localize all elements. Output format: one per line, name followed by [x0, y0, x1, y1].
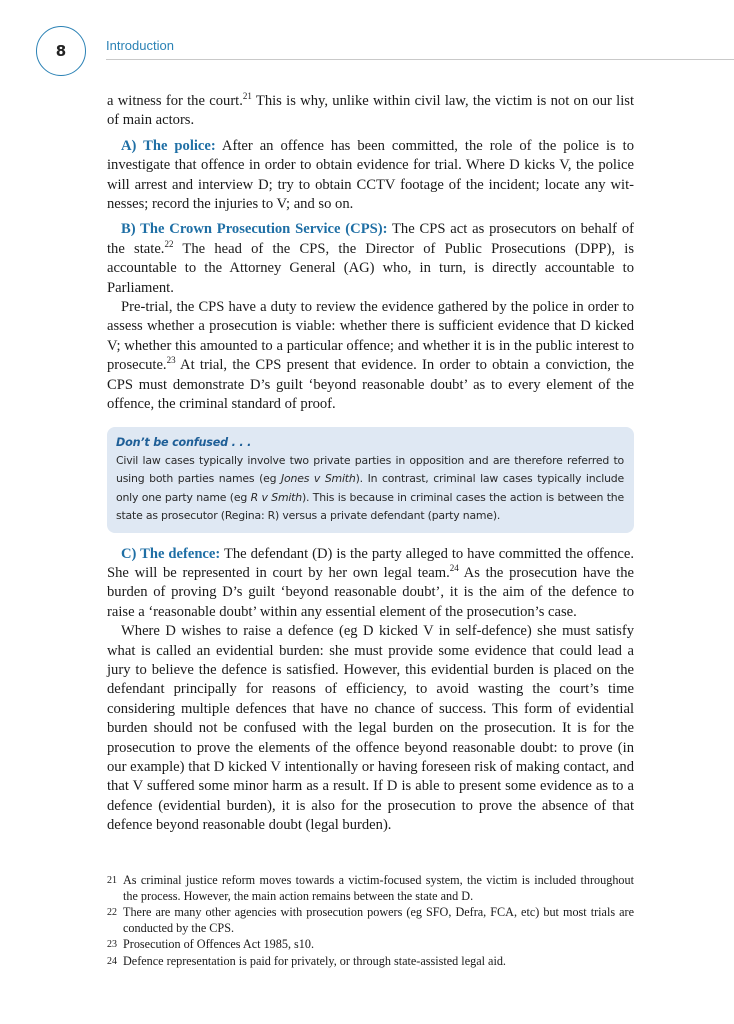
heading-cps: B) The Crown Prosecution Service (CPS):: [121, 221, 388, 238]
paragraph-cps: B) The Crown Prosecution Service (CPS): The CPS act as prosecutors on behalf of the state.$^{22}$ The head of the CPS, the Director of Public Prosecutions (DPP), is accountable to the Attorney General (AG) who, in turn, is directly accountable to Parliament.: [107, 221, 635, 296]
footnote-ref-23[interactable]: 23: [166, 355, 176, 366]
paragraph-evidential-burden: Where D wishes to raise a defence (eg D kicked V in self-defence) she must satisfy what is called an evidential burden: she must provide some evidence that could lead a jury to believe the defence is satisfied. However, this evidential burden is placed on the defendant principally for reasons of efficiency, to avoid wasting the court’s time considering multiple defences that have no chance of success. This form of evidential burden should not be confused with the legal burden on the prosecution. It is for the prosecution to prove the elements of the offence beyond reasonable doubt: to prove (in our example) that D kicked V intentionally or having foreseen risk of making contact, and that V suffered some minor harm as a result. If D is able to present some evidence as to a defence (evidential burden), it is also for the prosecution to prove the absence of that defence beyond reasonable doubt (legal burden).: [107, 623, 634, 834]
heading-defence: C) The defence:: [121, 545, 221, 562]
footnote-number: 24: [107, 955, 117, 967]
case-name: Jones v Smith: [281, 472, 356, 486]
footnotes: [107, 873, 634, 970]
footnote-text: Defence representation is paid for privately, or through state-assisted legal aid.: [123, 953, 506, 968]
callout-title: Don’t be confused . . .: [116, 435, 252, 449]
footnote-ref-21[interactable]: 21: [242, 91, 252, 102]
footnote-24: [107, 954, 634, 970]
section-title: Introduction: [106, 38, 174, 53]
footnote-number: 23: [107, 939, 117, 950]
footnote-text: Prosecution of Offences Act 1985, s10.: [123, 937, 315, 951]
footnote-22: [107, 905, 634, 936]
page-header: [0, 0, 734, 80]
case-name: R v Smith: [250, 490, 302, 504]
header-divider: [106, 59, 734, 60]
page-number: 8: [36, 26, 86, 76]
main-text: [107, 92, 634, 836]
footnote-ref-24[interactable]: 24: [449, 563, 459, 574]
footnote-number: 22: [107, 907, 117, 918]
paragraph-1: a witness for the court.$^{21}$ This is why, unlike within civil law, the victim is not on our list of main actors.: [107, 91, 635, 129]
paragraph-cps-pretrial: Pre-trial, the CPS have a duty to review the evidence gathered by the police in order to assess whether a prosecution is viable: whether there is sufficient evidence that D kicked V; whether this amounted to a particular offence; and whether it is in the public interest to prosecute.$^{23}$ At trial, the CPS present that evidence. In order to obtain a conviction, the CPS must demonstrate D’s guilt ‘beyond reasonable doubt’ as to every element of the offence, the criminal standard of proof.: [107, 299, 634, 413]
callout-box: [107, 427, 634, 533]
footnote-text: There are many other agencies with prosecution powers (eg SFO, Defra, FCA, etc) but most trials are conducted by the CPS.: [123, 905, 634, 935]
callout-body: Civil law cases typically involve two private parties in opposition and are therefore referred to using both parties names (eg Jones v Smith). In contrast, criminal law cases typically include only one party name (eg R v Smith). This is because in criminal cases the action is between the state as prosecutor (Regina: R) versus a private defendant (party name).: [116, 453, 625, 523]
footnote-number: 21: [107, 875, 117, 886]
footnote-23: [107, 937, 634, 953]
footnote-ref-22[interactable]: 22: [164, 238, 174, 249]
paragraph-police: A) The police: After an offence has been committed, the role of the police is to investigate that offence in order to obtain evidence for trial. Where D kicks V, the police will arrest and interview D; try to obtain CCTV footage of the incident; locate any wit-nesses; record the injuries to V; and so on.: [107, 137, 635, 213]
heading-police: A) The police:: [121, 137, 216, 154]
paragraph-defence: C) The defence: The defendant (D) is the party alleged to have committed the offence. She will be represented in court by her own legal team.$^{24}$ As the prosecution have the burden of proving D’s guilt ‘beyond reasonable doubt’, it is the aim of the defence to raise a ‘reasonable doubt’ within any essential element of the prosecution’s case.: [107, 545, 634, 620]
footnote-text: As criminal justice reform moves towards a victim-focused system, the victim is included throughout the process. However, the main action remains between the state and D.: [123, 873, 634, 903]
footnote-21: [107, 873, 634, 904]
